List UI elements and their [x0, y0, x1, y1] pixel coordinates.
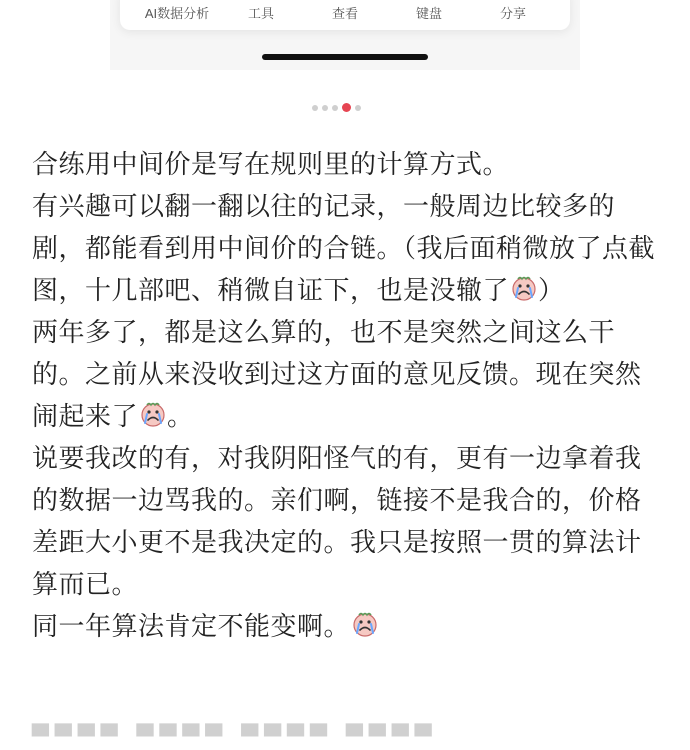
toolbar-item-ai-analysis[interactable]: AI数据分析: [144, 6, 210, 21]
pagination-dot[interactable]: [312, 105, 318, 111]
pagination-dot-active[interactable]: [342, 103, 351, 112]
embedded-toolbar-card: [120, 0, 570, 30]
image-pagination[interactable]: [312, 103, 361, 112]
post-paragraph: [32, 606, 662, 648]
crying-face-icon: [139, 401, 167, 429]
post-paragraph: [32, 144, 662, 186]
home-indicator: [262, 54, 428, 60]
post-body: [32, 144, 662, 648]
post-text: 同一年算法肯定不能变啊。: [32, 612, 351, 642]
pagination-dot[interactable]: [332, 105, 338, 111]
post-text: 。: [167, 402, 194, 432]
toolbar-item-tools[interactable]: 工具: [247, 6, 274, 21]
post-text: 说要我改的有，对我阴阳怪气的有，更有一边拿着我的数据一边骂我的。亲们啊，链接不是我合的，价格差距大小更不是我决定的。我只是按照一贯的算法计算而已。: [32, 444, 642, 600]
toolbar-item-keyboard[interactable]: 键盘: [415, 6, 442, 21]
post-paragraph: [32, 186, 662, 312]
post-paragraph: [32, 438, 662, 606]
cropped-next-line: ▀▀▀▀ ▀▀▀▀ ▀▀▀▀ ▀▀▀▀: [32, 725, 438, 750]
crying-face-icon: [351, 611, 379, 639]
embedded-toolbar-row: [120, 3, 570, 22]
pagination-dot[interactable]: [322, 105, 328, 111]
toolbar-item-view[interactable]: 查看: [331, 6, 358, 21]
post-text: 合练用中间价是写在规则里的计算方式。: [32, 150, 510, 180]
post-paragraph: [32, 312, 662, 438]
post-text: ）: [538, 276, 565, 306]
crying-face-icon: [510, 275, 538, 303]
post-text: 两年多了，都是这么算的，也不是突然之间这么干的。之前从来没收到过这方面的意见反馈。现在突然闹起来了: [32, 318, 642, 432]
pagination-dot[interactable]: [355, 105, 361, 111]
toolbar-item-share[interactable]: 分享: [499, 6, 526, 21]
post-text: 有兴趣可以翻一翻以往的记录，一般周边比较多的剧，都能看到用中间价的合链。（我后面稍微放了点截图，十几部吧、稍微自证下，也是没辙了: [32, 192, 656, 306]
